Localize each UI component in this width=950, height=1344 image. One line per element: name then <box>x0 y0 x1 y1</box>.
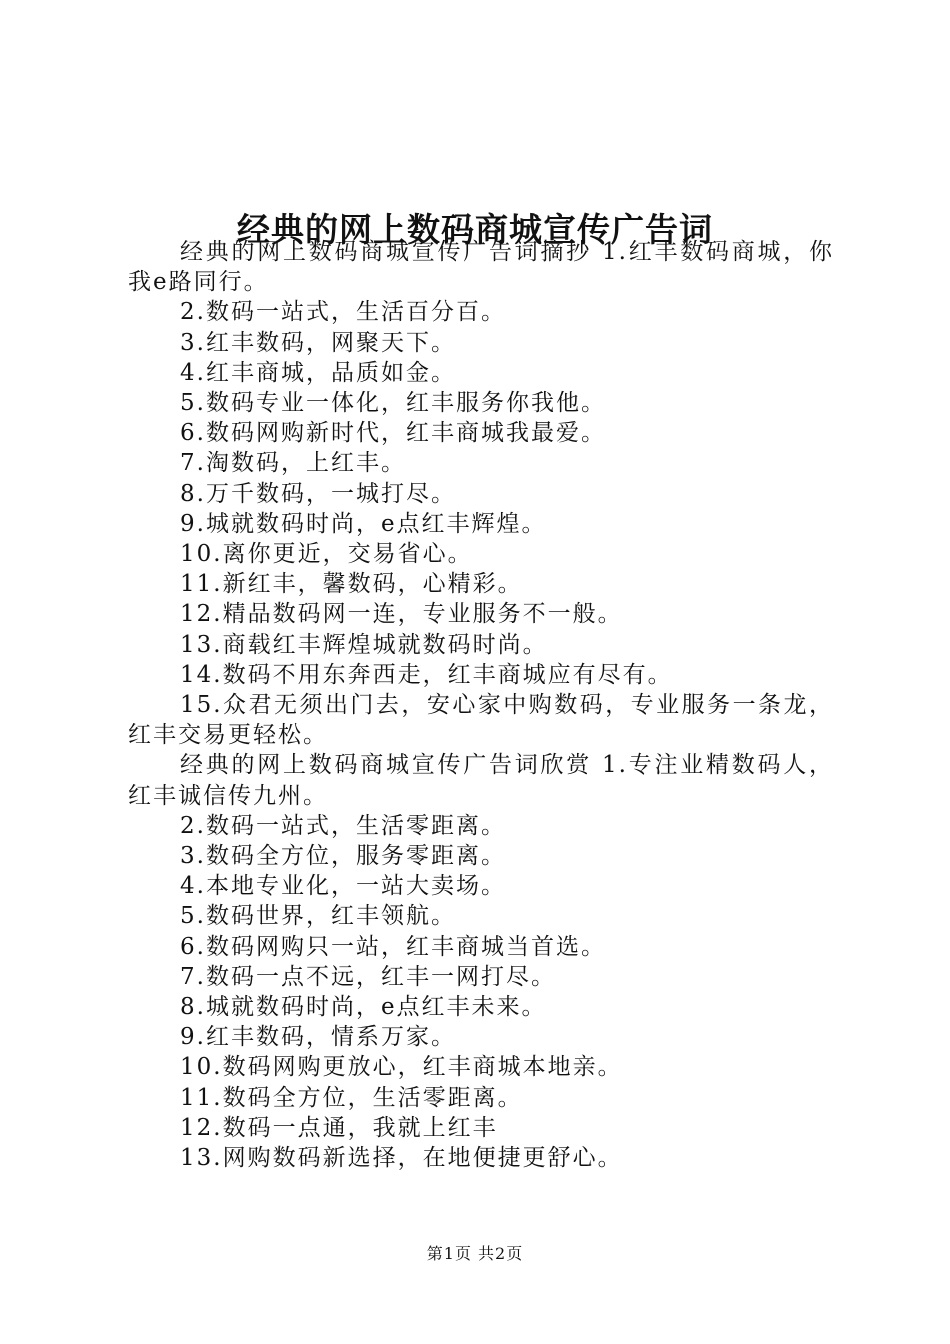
paragraph: 9.红丰数码，情系万家。 <box>180 1024 456 1051</box>
paragraph: 3.数码全方位，服务零距离。 <box>180 843 506 870</box>
paragraph: 12.数码一点通，我就上红丰 <box>180 1114 498 1141</box>
paragraph: 2.数码一站式，生活零距离。 <box>180 812 506 839</box>
paragraph: 经典的网上数码商城宣传广告词摘抄 1.红丰数码商城，你我e路同行。 <box>128 239 834 296</box>
paragraph: 8.城就数码时尚，e点红丰未来。 <box>180 994 547 1021</box>
paragraph: 经典的网上数码商城宣传广告词欣赏 1.专注业精数码人，红丰诚信传九州。 <box>128 752 834 809</box>
paragraph: 15.众君无须出门去，安心家中购数码，专业服务一条龙，红丰交易更轻松。 <box>128 692 834 749</box>
paragraph: 8.万千数码，一城打尽。 <box>180 480 456 507</box>
paragraph: 11.新红丰，馨数码，心精彩。 <box>180 571 523 598</box>
paragraph: 7.淘数码，上红丰。 <box>180 450 406 477</box>
page-title: 经典的网上数码商城宣传广告词 <box>237 210 713 250</box>
paragraph: 9.城就数码时尚，e点红丰辉煌。 <box>180 510 547 537</box>
paragraph: 5.数码专业一体化，红丰服务你我他。 <box>180 390 606 417</box>
page-number-footer: 第1页 共2页 <box>426 1244 524 1263</box>
paragraph: 10.离你更近，交易省心。 <box>180 541 473 568</box>
paragraph: 6.数码网购只一站，红丰商城当首选。 <box>180 933 606 960</box>
paragraph: 6.数码网购新时代，红丰商城我最爱。 <box>180 420 606 447</box>
paragraph: 2.数码一站式，生活百分百。 <box>180 299 506 326</box>
paragraph: 11.数码全方位，生活零距离。 <box>180 1084 523 1111</box>
paragraph: 5.数码世界，红丰领航。 <box>180 903 456 930</box>
paragraph: 12.精品数码网一连，专业服务不一般。 <box>180 601 623 628</box>
paragraph: 14.数码不用东奔西走，红丰商城应有尽有。 <box>180 661 673 688</box>
paragraph: 7.数码一点不远，红丰一网打尽。 <box>180 963 556 990</box>
paragraph: 3.红丰数码，网聚天下。 <box>180 329 456 356</box>
paragraph: 4.红丰商城，品质如金。 <box>180 359 456 386</box>
document-body <box>128 237 834 1173</box>
paragraph: 13.商载红丰辉煌城就数码时尚。 <box>180 631 548 658</box>
paragraph: 4.本地专业化，一站大卖场。 <box>180 873 506 900</box>
paragraph: 10.数码网购更放心，红丰商城本地亲。 <box>180 1054 623 1081</box>
paragraph: 13.网购数码新选择，在地便捷更舒心。 <box>180 1145 623 1172</box>
